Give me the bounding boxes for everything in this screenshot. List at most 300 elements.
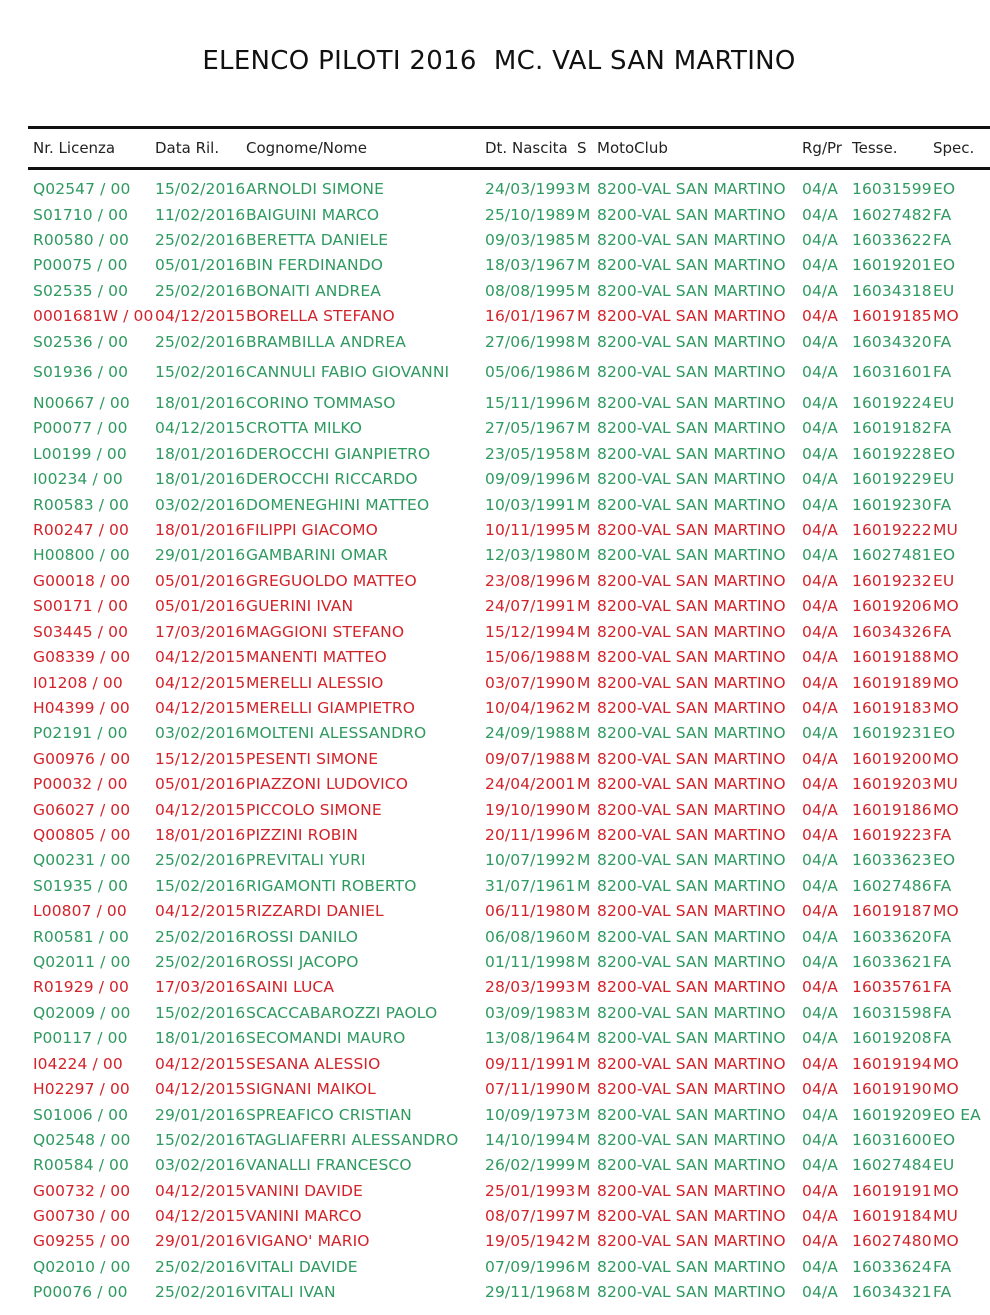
cell-nome: PIZZINI ROBIN	[246, 826, 358, 844]
cell-data-ril: 04/12/2015	[155, 307, 246, 325]
cell-rgpr: 04/A	[802, 699, 838, 717]
cell-rgpr: 04/A	[802, 1232, 838, 1250]
cell-motoclub: 8200-VAL SAN MARTINO	[597, 674, 786, 692]
cell-licenza: P02191 / 00	[33, 724, 128, 742]
cell-tessera: 16027480	[852, 1232, 932, 1250]
cell-sesso: M	[577, 1029, 591, 1047]
cell-licenza: P00076 / 00	[33, 1283, 128, 1301]
cell-licenza: R01929 / 00	[33, 978, 129, 996]
cell-sesso: M	[577, 1182, 591, 1200]
cell-nome: SCACCABAROZZI PAOLO	[246, 1004, 438, 1022]
cell-rgpr: 04/A	[802, 445, 838, 463]
header-motoclub: MotoClub	[597, 139, 668, 157]
cell-nascita: 08/08/1995	[485, 282, 576, 300]
cell-nome: VANINI MARCO	[246, 1207, 362, 1225]
cell-nome: CANNULI FABIO GIOVANNI	[246, 363, 450, 381]
cell-sesso: M	[577, 1055, 591, 1073]
cell-motoclub: 8200-VAL SAN MARTINO	[597, 394, 786, 412]
cell-spec: FA	[933, 333, 952, 351]
cell-nome: DOMENEGHINI MATTEO	[246, 496, 430, 514]
cell-nascita: 10/04/1962	[485, 699, 576, 717]
cell-nome: SIGNANI MAIKOL	[246, 1080, 376, 1098]
cell-tessera: 16035761	[852, 978, 932, 996]
cell-licenza: Q02548 / 00	[33, 1131, 131, 1149]
cell-tessera: 16019203	[852, 775, 932, 793]
cell-nome: VANINI DAVIDE	[246, 1182, 363, 1200]
table-row	[0, 445, 990, 467]
cell-nascita: 14/10/1994	[485, 1131, 576, 1149]
table-row	[0, 648, 990, 670]
table-row	[0, 282, 990, 304]
cell-sesso: M	[577, 572, 591, 590]
cell-tessera: 16034318	[852, 282, 932, 300]
cell-data-ril: 15/02/2016	[155, 180, 246, 198]
cell-licenza: P00032 / 00	[33, 775, 128, 793]
cell-motoclub: 8200-VAL SAN MARTINO	[597, 1131, 786, 1149]
table-row	[0, 206, 990, 228]
cell-tessera: 16019188	[852, 648, 932, 666]
cell-sesso: M	[577, 1080, 591, 1098]
cell-spec: EU	[933, 1156, 955, 1174]
cell-licenza: Q02547 / 00	[33, 180, 131, 198]
table-row	[0, 953, 990, 975]
cell-rgpr: 04/A	[802, 775, 838, 793]
cell-data-ril: 04/12/2015	[155, 801, 246, 819]
cell-data-ril: 18/01/2016	[155, 445, 246, 463]
cell-nascita: 03/09/1983	[485, 1004, 576, 1022]
cell-rgpr: 04/A	[802, 1055, 838, 1073]
cell-data-ril: 15/02/2016	[155, 1004, 246, 1022]
cell-motoclub: 8200-VAL SAN MARTINO	[597, 826, 786, 844]
table-row	[0, 333, 990, 355]
table-row	[0, 1207, 990, 1229]
cell-licenza: Q02011 / 00	[33, 953, 131, 971]
cell-motoclub: 8200-VAL SAN MARTINO	[597, 419, 786, 437]
cell-nascita: 01/11/1998	[485, 953, 576, 971]
header-rgpr: Rg/Pr	[802, 139, 842, 157]
cell-spec: FA	[933, 206, 952, 224]
cell-spec: EU	[933, 394, 955, 412]
table-row	[0, 1106, 990, 1128]
cell-spec: MO	[933, 750, 959, 768]
table-row	[0, 699, 990, 721]
cell-tessera: 16019223	[852, 826, 932, 844]
cell-data-ril: 04/12/2015	[155, 1080, 246, 1098]
cell-tessera: 16019231	[852, 724, 932, 742]
cell-nascita: 09/11/1991	[485, 1055, 576, 1073]
cell-nome: BAIGUINI MARCO	[246, 206, 380, 224]
cell-rgpr: 04/A	[802, 521, 838, 539]
cell-rgpr: 04/A	[802, 1029, 838, 1047]
cell-licenza: P00075 / 00	[33, 256, 128, 274]
cell-data-ril: 29/01/2016	[155, 1232, 246, 1250]
cell-rgpr: 04/A	[802, 282, 838, 300]
cell-data-ril: 17/03/2016	[155, 623, 246, 641]
cell-data-ril: 17/03/2016	[155, 978, 246, 996]
cell-spec: EO	[933, 180, 956, 198]
cell-nome: VANALLI FRANCESCO	[246, 1156, 412, 1174]
cell-spec: MU	[933, 775, 958, 793]
cell-sesso: M	[577, 546, 591, 564]
cell-spec: EO	[933, 1131, 956, 1149]
cell-nascita: 23/08/1996	[485, 572, 576, 590]
cell-rgpr: 04/A	[802, 206, 838, 224]
cell-rgpr: 04/A	[802, 1258, 838, 1276]
cell-motoclub: 8200-VAL SAN MARTINO	[597, 470, 786, 488]
cell-nascita: 27/06/1998	[485, 333, 576, 351]
cell-spec: MO	[933, 597, 959, 615]
cell-nome: BONAITI ANDREA	[246, 282, 381, 300]
cell-nome: MANENTI MATTEO	[246, 648, 387, 666]
cell-nome: SPREAFICO CRISTIAN	[246, 1106, 412, 1124]
cell-nome: BORELLA STEFANO	[246, 307, 395, 325]
cell-rgpr: 04/A	[802, 470, 838, 488]
header-top-rule	[28, 126, 990, 129]
cell-spec: FA	[933, 419, 952, 437]
cell-motoclub: 8200-VAL SAN MARTINO	[597, 496, 786, 514]
cell-motoclub: 8200-VAL SAN MARTINO	[597, 1283, 786, 1301]
cell-spec: MO	[933, 1182, 959, 1200]
cell-sesso: M	[577, 445, 591, 463]
cell-sesso: M	[577, 1004, 591, 1022]
cell-licenza: Q02010 / 00	[33, 1258, 131, 1276]
cell-data-ril: 18/01/2016	[155, 394, 246, 412]
cell-sesso: M	[577, 1232, 591, 1250]
cell-data-ril: 25/02/2016	[155, 1283, 246, 1301]
cell-nascita: 24/03/1993	[485, 180, 576, 198]
cell-nome: VITALI DAVIDE	[246, 1258, 358, 1276]
table-row	[0, 1258, 990, 1280]
cell-rgpr: 04/A	[802, 978, 838, 996]
cell-tessera: 16033620	[852, 928, 932, 946]
cell-motoclub: 8200-VAL SAN MARTINO	[597, 206, 786, 224]
cell-nome: BERETTA DANIELE	[246, 231, 389, 249]
cell-spec: MU	[933, 1207, 958, 1225]
cell-nascita: 09/07/1988	[485, 750, 576, 768]
cell-nascita: 29/11/1968	[485, 1283, 576, 1301]
cell-licenza: N00667 / 00	[33, 394, 130, 412]
cell-rgpr: 04/A	[802, 496, 838, 514]
cell-sesso: M	[577, 978, 591, 996]
cell-nascita: 26/02/1999	[485, 1156, 576, 1174]
cell-tessera: 16019229	[852, 470, 932, 488]
cell-nome: DEROCCHI GIANPIETRO	[246, 445, 431, 463]
cell-data-ril: 18/01/2016	[155, 470, 246, 488]
cell-licenza: G08339 / 00	[33, 648, 131, 666]
page-title: ELENCO PILOTI 2016 MC. VAL SAN MARTINO	[202, 46, 796, 76]
cell-spec: FA	[933, 953, 952, 971]
cell-rgpr: 04/A	[802, 928, 838, 946]
cell-rgpr: 04/A	[802, 419, 838, 437]
cell-rgpr: 04/A	[802, 750, 838, 768]
header-nascita: Dt. Nascita	[485, 139, 568, 157]
cell-rgpr: 04/A	[802, 231, 838, 249]
cell-rgpr: 04/A	[802, 394, 838, 412]
cell-nome: GUERINI IVAN	[246, 597, 354, 615]
cell-nascita: 12/03/1980	[485, 546, 576, 564]
cell-nascita: 16/01/1967	[485, 307, 576, 325]
cell-nascita: 23/05/1958	[485, 445, 576, 463]
cell-rgpr: 04/A	[802, 724, 838, 742]
cell-tessera: 16027486	[852, 877, 932, 895]
cell-licenza: S02535 / 00	[33, 282, 129, 300]
cell-spec: FA	[933, 978, 952, 996]
cell-sesso: M	[577, 623, 591, 641]
cell-data-ril: 11/02/2016	[155, 206, 246, 224]
cell-licenza: I04224 / 00	[33, 1055, 123, 1073]
cell-motoclub: 8200-VAL SAN MARTINO	[597, 623, 786, 641]
cell-licenza: 0001681W / 00	[33, 307, 154, 325]
table-row	[0, 1156, 990, 1178]
cell-data-ril: 15/02/2016	[155, 363, 246, 381]
table-row	[0, 419, 990, 441]
cell-licenza: R00581 / 00	[33, 928, 129, 946]
cell-nome: ROSSI DANILO	[246, 928, 359, 946]
cell-spec: MO	[933, 902, 959, 920]
cell-nome: CORINO TOMMASO	[246, 394, 396, 412]
cell-sesso: M	[577, 801, 591, 819]
cell-spec: EU	[933, 572, 955, 590]
cell-rgpr: 04/A	[802, 307, 838, 325]
cell-licenza: P00117 / 00	[33, 1029, 128, 1047]
cell-spec: EU	[933, 470, 955, 488]
table-row	[0, 775, 990, 797]
cell-motoclub: 8200-VAL SAN MARTINO	[597, 928, 786, 946]
cell-motoclub: 8200-VAL SAN MARTINO	[597, 597, 786, 615]
cell-spec: EO	[933, 546, 956, 564]
cell-data-ril: 25/02/2016	[155, 282, 246, 300]
cell-tessera: 16033623	[852, 851, 932, 869]
cell-nome: TAGLIAFERRI ALESSANDRO	[246, 1131, 459, 1149]
cell-motoclub: 8200-VAL SAN MARTINO	[597, 333, 786, 351]
cell-tessera: 16019185	[852, 307, 932, 325]
cell-data-ril: 03/02/2016	[155, 1156, 246, 1174]
cell-spec: EU	[933, 282, 955, 300]
cell-licenza: S01935 / 00	[33, 877, 129, 895]
cell-licenza: S01710 / 00	[33, 206, 129, 224]
cell-sesso: M	[577, 1156, 591, 1174]
cell-data-ril: 18/01/2016	[155, 826, 246, 844]
cell-nome: VITALI IVAN	[246, 1283, 336, 1301]
cell-sesso: M	[577, 902, 591, 920]
cell-spec: FA	[933, 1004, 952, 1022]
cell-sesso: M	[577, 256, 591, 274]
cell-tessera: 16019228	[852, 445, 932, 463]
cell-motoclub: 8200-VAL SAN MARTINO	[597, 1106, 786, 1124]
cell-spec: FA	[933, 1283, 952, 1301]
table-row	[0, 1004, 990, 1026]
cell-tessera: 16034321	[852, 1283, 932, 1301]
cell-motoclub: 8200-VAL SAN MARTINO	[597, 699, 786, 717]
cell-nome: MAGGIONI STEFANO	[246, 623, 405, 641]
cell-rgpr: 04/A	[802, 851, 838, 869]
cell-sesso: M	[577, 180, 591, 198]
cell-nascita: 24/04/2001	[485, 775, 576, 793]
cell-data-ril: 03/02/2016	[155, 724, 246, 742]
cell-tessera: 16033624	[852, 1258, 932, 1276]
cell-rgpr: 04/A	[802, 1156, 838, 1174]
cell-licenza: R00584 / 00	[33, 1156, 129, 1174]
cell-spec: MO	[933, 699, 959, 717]
cell-spec: EO EA	[933, 1106, 981, 1124]
table-row	[0, 1055, 990, 1077]
cell-sesso: M	[577, 750, 591, 768]
table-row	[0, 674, 990, 696]
cell-data-ril: 04/12/2015	[155, 1055, 246, 1073]
table-row	[0, 521, 990, 543]
cell-rgpr: 04/A	[802, 333, 838, 351]
cell-spec: MO	[933, 801, 959, 819]
cell-motoclub: 8200-VAL SAN MARTINO	[597, 801, 786, 819]
cell-licenza: H02297 / 00	[33, 1080, 130, 1098]
cell-sesso: M	[577, 521, 591, 539]
table-row	[0, 597, 990, 619]
cell-tessera: 16019183	[852, 699, 932, 717]
table-row	[0, 1283, 990, 1305]
cell-tessera: 16031599	[852, 180, 932, 198]
cell-nome: PICCOLO SIMONE	[246, 801, 382, 819]
cell-motoclub: 8200-VAL SAN MARTINO	[597, 307, 786, 325]
cell-nascita: 28/03/1993	[485, 978, 576, 996]
table-row	[0, 307, 990, 329]
cell-licenza: S00171 / 00	[33, 597, 129, 615]
cell-licenza: S03445 / 00	[33, 623, 129, 641]
cell-rgpr: 04/A	[802, 623, 838, 641]
cell-tessera: 16019186	[852, 801, 932, 819]
cell-data-ril: 05/01/2016	[155, 775, 246, 793]
cell-spec: FA	[933, 496, 952, 514]
cell-rgpr: 04/A	[802, 597, 838, 615]
cell-data-ril: 03/02/2016	[155, 496, 246, 514]
cell-nome: FILIPPI GIACOMO	[246, 521, 378, 539]
cell-data-ril: 18/01/2016	[155, 521, 246, 539]
table-row	[0, 572, 990, 594]
cell-rgpr: 04/A	[802, 1207, 838, 1225]
cell-data-ril: 25/02/2016	[155, 1258, 246, 1276]
cell-nome: ARNOLDI SIMONE	[246, 180, 385, 198]
cell-tessera: 16019232	[852, 572, 932, 590]
cell-motoclub: 8200-VAL SAN MARTINO	[597, 521, 786, 539]
cell-nome: GAMBARINI OMAR	[246, 546, 389, 564]
cell-motoclub: 8200-VAL SAN MARTINO	[597, 1258, 786, 1276]
table-row	[0, 1182, 990, 1204]
table-row	[0, 928, 990, 950]
cell-nascita: 07/09/1996	[485, 1258, 576, 1276]
cell-motoclub: 8200-VAL SAN MARTINO	[597, 953, 786, 971]
cell-licenza: L00807 / 00	[33, 902, 127, 920]
cell-tessera: 16019184	[852, 1207, 932, 1225]
cell-spec: EO	[933, 256, 956, 274]
cell-nascita: 19/05/1942	[485, 1232, 576, 1250]
header-nome: Cognome/Nome	[246, 139, 367, 157]
header-licenza: Nr. Licenza	[33, 139, 116, 157]
cell-motoclub: 8200-VAL SAN MARTINO	[597, 572, 786, 590]
cell-spec: MO	[933, 1232, 959, 1250]
cell-tessera: 16019230	[852, 496, 932, 514]
cell-licenza: G00018 / 00	[33, 572, 131, 590]
cell-licenza: L00199 / 00	[33, 445, 127, 463]
cell-nome: MOLTENI ALESSANDRO	[246, 724, 427, 742]
cell-motoclub: 8200-VAL SAN MARTINO	[597, 775, 786, 793]
cell-nascita: 05/06/1986	[485, 363, 576, 381]
cell-tessera: 16027482	[852, 206, 932, 224]
cell-rgpr: 04/A	[802, 1182, 838, 1200]
cell-sesso: M	[577, 597, 591, 615]
cell-spec: MO	[933, 674, 959, 692]
cell-nascita: 19/10/1990	[485, 801, 576, 819]
cell-data-ril: 15/02/2016	[155, 877, 246, 895]
cell-nascita: 03/07/1990	[485, 674, 576, 692]
cell-rgpr: 04/A	[802, 1080, 838, 1098]
cell-rgpr: 04/A	[802, 1131, 838, 1149]
cell-spec: FA	[933, 1258, 952, 1276]
cell-motoclub: 8200-VAL SAN MARTINO	[597, 1055, 786, 1073]
cell-sesso: M	[577, 363, 591, 381]
cell-nascita: 25/01/1993	[485, 1182, 576, 1200]
cell-motoclub: 8200-VAL SAN MARTINO	[597, 445, 786, 463]
cell-nascita: 13/08/1964	[485, 1029, 576, 1047]
cell-data-ril: 29/01/2016	[155, 1106, 246, 1124]
cell-tessera: 16027481	[852, 546, 932, 564]
cell-nome: PESENTI SIMONE	[246, 750, 379, 768]
table-row	[0, 394, 990, 416]
cell-nascita: 15/12/1994	[485, 623, 576, 641]
cell-motoclub: 8200-VAL SAN MARTINO	[597, 363, 786, 381]
cell-sesso: M	[577, 206, 591, 224]
cell-nome: ROSSI JACOPO	[246, 953, 359, 971]
cell-sesso: M	[577, 1207, 591, 1225]
table-row	[0, 851, 990, 873]
cell-tessera: 16019194	[852, 1055, 932, 1073]
cell-nascita: 10/11/1995	[485, 521, 576, 539]
cell-sesso: M	[577, 470, 591, 488]
cell-data-ril: 05/01/2016	[155, 597, 246, 615]
cell-sesso: M	[577, 877, 591, 895]
cell-tessera: 16019206	[852, 597, 932, 615]
cell-tessera: 16034326	[852, 623, 932, 641]
cell-tessera: 16019222	[852, 521, 932, 539]
cell-rgpr: 04/A	[802, 363, 838, 381]
cell-sesso: M	[577, 953, 591, 971]
cell-motoclub: 8200-VAL SAN MARTINO	[597, 1207, 786, 1225]
cell-licenza: H04399 / 00	[33, 699, 130, 717]
cell-tessera: 16019200	[852, 750, 932, 768]
cell-rgpr: 04/A	[802, 1106, 838, 1124]
cell-licenza: S01006 / 00	[33, 1106, 129, 1124]
cell-sesso: M	[577, 1131, 591, 1149]
table-row	[0, 801, 990, 823]
cell-licenza: R00247 / 00	[33, 521, 129, 539]
cell-spec: MO	[933, 648, 959, 666]
cell-sesso: M	[577, 648, 591, 666]
table-row	[0, 363, 990, 385]
cell-motoclub: 8200-VAL SAN MARTINO	[597, 546, 786, 564]
cell-spec: FA	[933, 928, 952, 946]
cell-nome: BIN FERDINANDO	[246, 256, 384, 274]
cell-rgpr: 04/A	[802, 546, 838, 564]
cell-motoclub: 8200-VAL SAN MARTINO	[597, 1232, 786, 1250]
cell-sesso: M	[577, 419, 591, 437]
cell-nascita: 09/03/1985	[485, 231, 576, 249]
cell-sesso: M	[577, 724, 591, 742]
cell-licenza: G00730 / 00	[33, 1207, 131, 1225]
cell-sesso: M	[577, 1258, 591, 1276]
table-row	[0, 623, 990, 645]
cell-licenza: S01936 / 00	[33, 363, 129, 381]
cell-licenza: Q00805 / 00	[33, 826, 131, 844]
cell-licenza: G09255 / 00	[33, 1232, 131, 1250]
header-tessera: Tesse.	[852, 139, 898, 157]
